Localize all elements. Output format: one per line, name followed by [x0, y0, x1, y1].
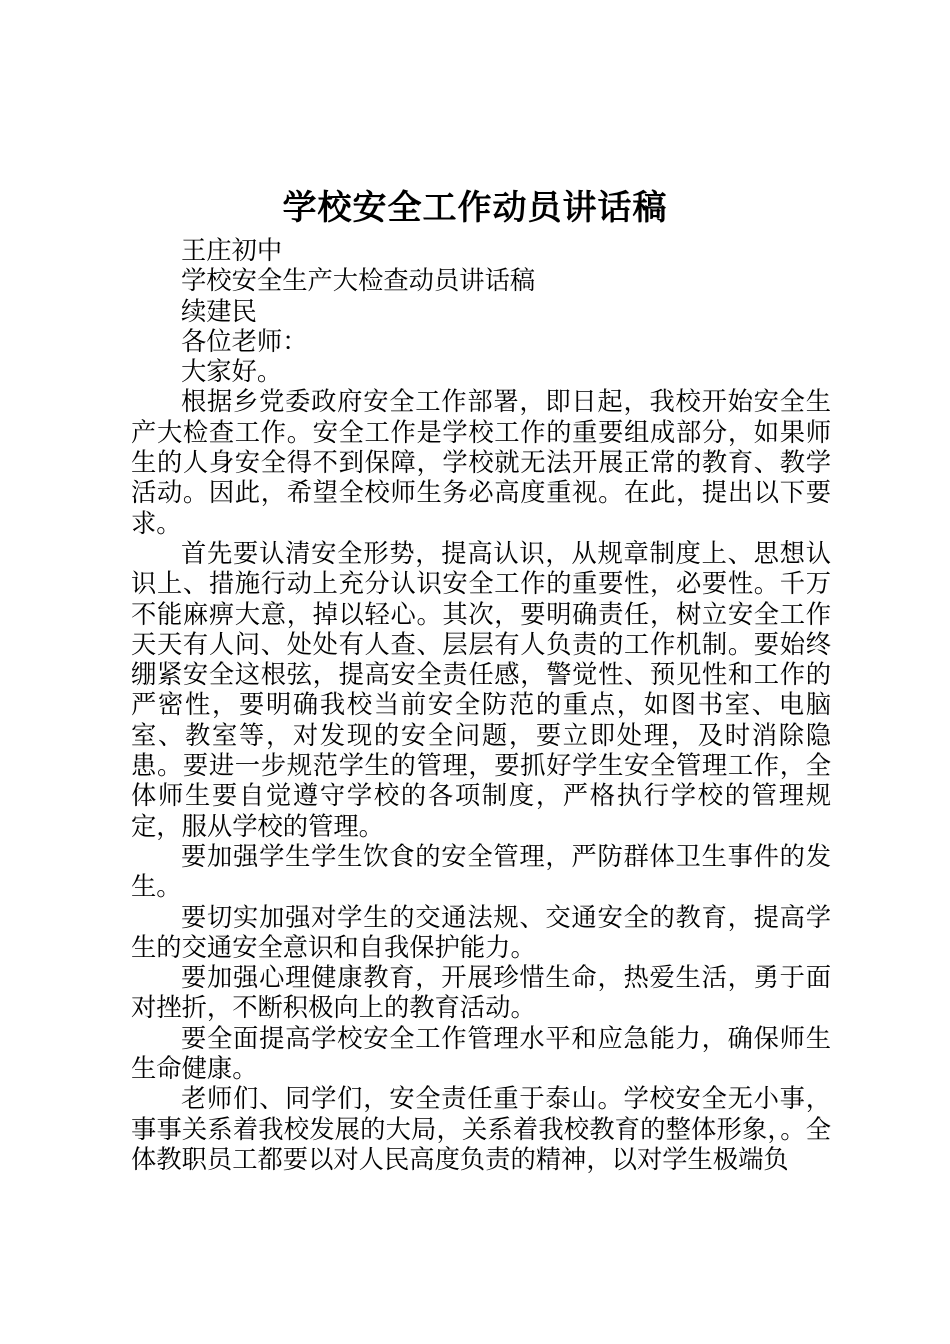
paragraph-requirements: 首先要认清安全形势，提高认识，从规章制度上、思想认识上、措施行动上充分认识安全工作的重要性，必要性。千万不能麻痹大意，掉以轻心。其次，要明确责任，树立安全工作天天有人问、处处有人查、层层有人负责的工作机制。要始终绷紧安全这根弦，提高安全责任感，警觉性、预见性和工作的严密性，要明确我校当前安全防范的重点，如图书室、电脑室、教室等，对发现的安全问题，要立即处理，及时消除隐患。要进一步规范学生的管理，要抓好学生安全管理工作，全体师生要自觉遵守学校的各项制度，严格执行学校的管理规定，服从学校的管理。: [131, 538, 831, 841]
paragraph-food-safety: 要加强学生学生饮食的安全管理，严防群体卫生事件的发生。: [131, 841, 831, 902]
speaker-name-line: 续建民: [181, 296, 257, 326]
paragraph-intro: 根据乡党委政府安全工作部署，即日起，我校开始安全生产大检查工作。安全工作是学校工作的重要组成部分，如果师生的人身安全得不到保障，学校就无法开展正常的教育、教学活动。因此，希望全校师生务必高度重视。在此，提出以下要求。: [131, 387, 831, 538]
paragraph-mental-health: 要加强心理健康教育，开展珍惜生命，热爱生活，勇于面对挫折，不断积极向上的教育活动。: [131, 963, 831, 1023]
school-name-line: 王庄初中: [181, 236, 283, 265]
greeting-line: 大家好。: [181, 357, 283, 387]
paragraph-emergency: 要全面提高学校安全工作管理水平和应急能力，确保师生生命健康。: [131, 1023, 831, 1084]
paragraph-traffic-safety: 要切实加强对学生的交通法规、交通安全的教育，提高学生的交通安全意识和自我保护能力。: [131, 902, 831, 962]
speech-subtitle-line: 学校安全生产大检查动员讲话稿: [181, 266, 536, 296]
document-title: 学校安全工作动员讲话稿: [282, 188, 668, 228]
document-body: [131, 236, 831, 1175]
paragraph-closing: 老师们、同学们，安全责任重于泰山。学校安全无小事，事事关系着我校发展的大局，关系着我校教育的整体形象，。全体教职员工都要以对人民高度负责的精神，以对学生极端负: [131, 1084, 831, 1174]
salutation-line: 各位老师：: [181, 326, 308, 356]
